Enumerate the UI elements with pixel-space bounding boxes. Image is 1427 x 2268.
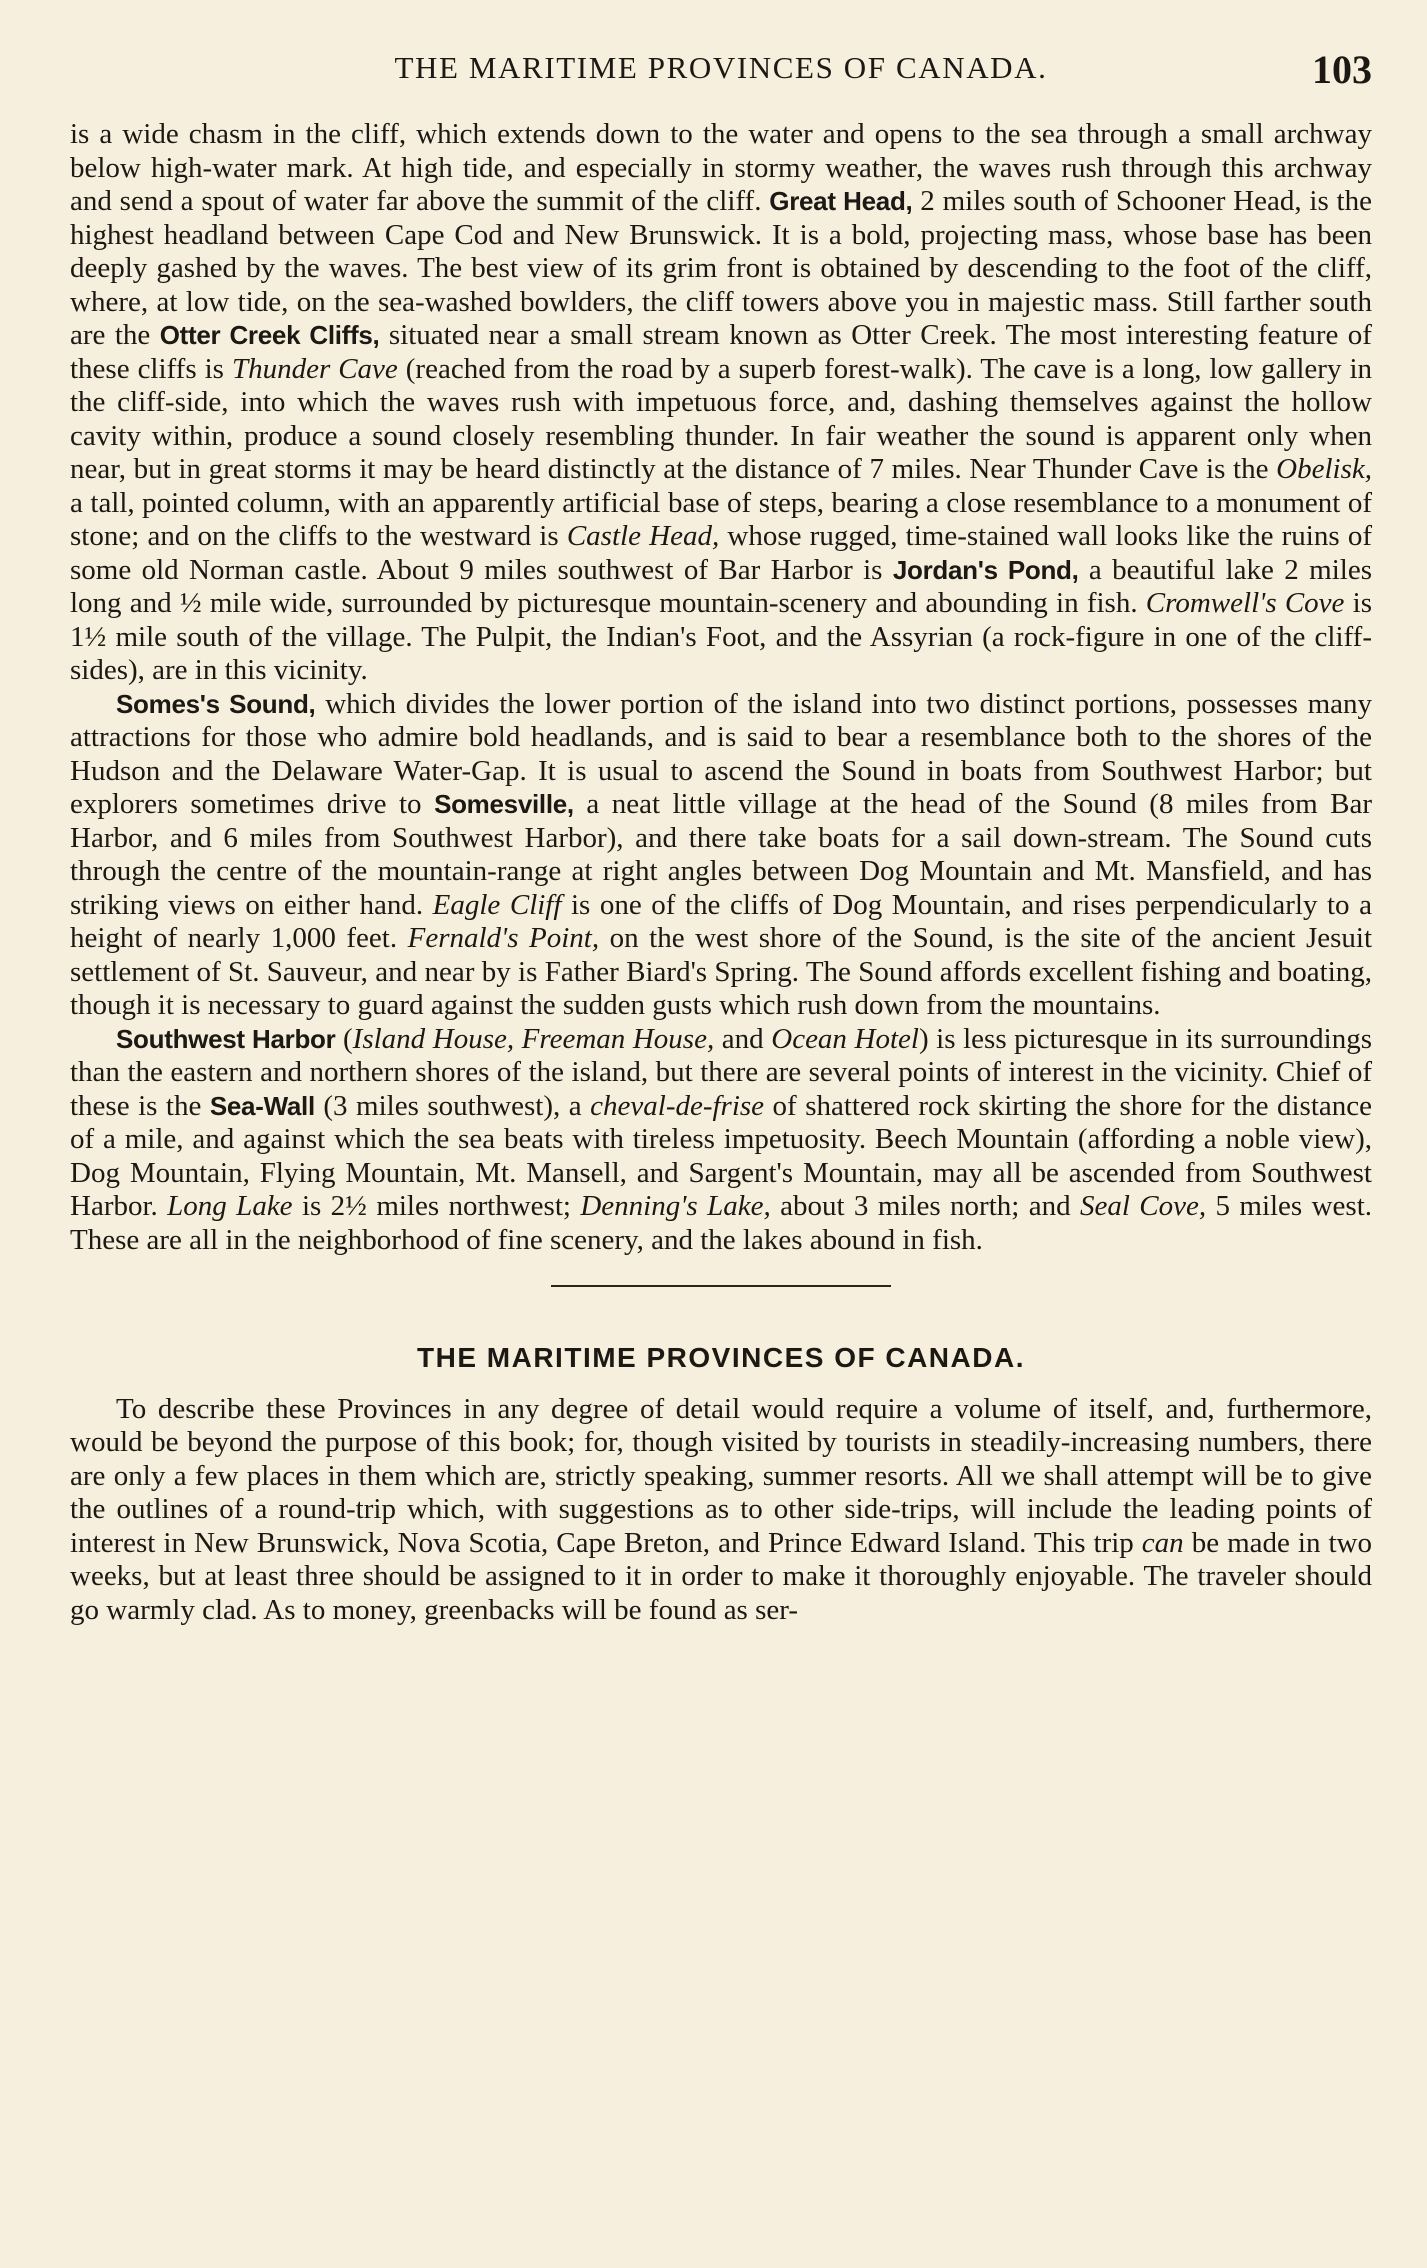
hotel-name-ocean-hotel: Ocean Hotel bbox=[771, 1022, 919, 1055]
section-heading: THE MARITIME PROVINCES OF CANADA. bbox=[417, 1342, 1025, 1373]
paragraph-somes-sound bbox=[70, 688, 1372, 1023]
place-name-eagle-cliff: Eagle Cliff bbox=[432, 888, 562, 921]
text-run: be made in two weeks, but at least three should be assigned to it in order to make it thoroughly enjoyable. The traveler should go warmly clad. As to money, greenbacks will be found as ser- bbox=[70, 1526, 1372, 1626]
emphasis-can: can bbox=[1141, 1526, 1184, 1559]
text-run: situated near a small stream known as Otter Creek. The most interesting feature of these cliffs is bbox=[70, 319, 1372, 385]
text-run: 2 miles south of Schooner Head, is the highest headland between Cape Cod and New Brunswick. It is a bold, projecting mass, whose base has been deeply gashed by the waves. The best view of its grim front is obtained by descending to the foot of the cliff, where, at low tide, on the sea-washed bowlders, the cliff towers above you in majestic mass. Still farther south are the bbox=[70, 185, 1372, 351]
text-run: on the west shore of the Sound, is the site of the ancient Jesuit settlement of St. Sauveur, and near by is Father Biard's Spring. The Sound affords excellent fishing and boating, though it is necessary to guard against the sudden gusts which rush down from the mountains. bbox=[70, 922, 1373, 1021]
text-run: whose rugged, time-stained wall looks like the ruins of some old Norman castle. About 9 miles southwest of Bar Harbor is bbox=[70, 520, 1372, 586]
text-run: a tall, pointed column, with an apparently artificial base of steps, bearing a close resemblance to a monument of stone; and on the cliffs to the westward is bbox=[70, 486, 1372, 552]
place-name-fernalds-point: Fernald's Point, bbox=[407, 922, 600, 954]
place-name-castle-head: Castle Head, bbox=[566, 520, 720, 552]
text-run: a neat little village at the head of the Sound (8 miles from Bar Harbor, and 6 miles from Southwest Harbor), and there take boats for a sail down-stream. The Sound cuts through the centre of the mountain-range at right angles between Dog Mountain and Mt. Mansfield, and has striking views on either hand. bbox=[70, 788, 1372, 921]
place-name-otter-creek-cliffs: Otter Creek Cliffs, bbox=[159, 320, 380, 350]
text-run: which divides the lower portion of the island into two distinct portions, possesses many attractions for those who admire bold headlands, and is said to bear a resemblance both to the shores of the Hudson and the Delaware Water-Gap. It is usual to ascend the Sound in boats from Southwest Harbor; but explorers sometimes drive to bbox=[70, 687, 1372, 820]
text-run: (3 miles southwest), a bbox=[314, 1089, 591, 1122]
running-title: THE MARITIME PROVINCES OF CANADA. bbox=[394, 50, 1048, 85]
text-run: ( bbox=[335, 1022, 353, 1055]
paragraph-southwest-harbor bbox=[70, 1023, 1372, 1258]
term-cheval-de-frise: cheval-de-frise bbox=[590, 1089, 765, 1122]
place-name-somesville: Somesville, bbox=[434, 789, 574, 819]
place-name-thunder-cave: Thunder Cave bbox=[231, 352, 398, 385]
text-run: To describe these Provinces in any degree of detail would require a volume of itself, and, furthermore, would be beyond the purpose of this book; for, though visited by tourists in steadily-increasing numbers, there are only a few places in them which are, strictly speaking, summer resorts. All we shall attempt will be to give the outlines of a round-trip which, with suggestions as to other side-trips, will include the leading points of interest in New Brunswick, Nova Scotia, Cape Breton, and Prince Edward Island. This trip bbox=[70, 1392, 1372, 1559]
place-name-dennings-lake: Denning's Lake, bbox=[580, 1190, 771, 1222]
paragraph-great-head bbox=[70, 118, 1372, 688]
text-run: is 2½ miles northwest; bbox=[292, 1190, 581, 1222]
hotel-names: Island House, Freeman House, bbox=[352, 1022, 715, 1055]
text-run: 5 miles west. These are all in the neighborhood of fine scenery, and the lakes abound in fish. bbox=[70, 1190, 1373, 1256]
running-head bbox=[70, 46, 1372, 96]
text-run: is a wide chasm in the cliff, which extends down to the water and opens to the sea through a small archway below high-water mark. At high tide, and especially in stormy weather, the waves rush through this archway and send a spout of water far above the summit of the cliff. bbox=[70, 118, 1372, 217]
place-name-jordans-pond: Jordan's Pond, bbox=[892, 554, 1079, 585]
place-name-southwest-harbor: Southwest Harbor bbox=[116, 1023, 336, 1054]
text-run: is 1½ mile south of the village. The Pulpit, the Indian's Foot, and the Assyrian (a rock-figure in one of the cliff-sides), are in this vicinity. bbox=[70, 587, 1372, 686]
text-run: is one of the cliffs of Dog Mountain, and rises perpendicularly to a height of nearly 1,000 feet. bbox=[70, 888, 1372, 954]
text-run: and bbox=[714, 1022, 772, 1055]
place-name-somes-sound: Somes's Sound, bbox=[116, 688, 316, 719]
place-name-seal-cove: Seal Cove, bbox=[1079, 1190, 1207, 1222]
page-number: 103 bbox=[1312, 47, 1372, 92]
text-run: ) is less picturesque in its surroundings than the eastern and northern shores of the island, but there are several points of interest in the vicinity. Chief of these is the bbox=[70, 1022, 1372, 1122]
paragraph-maritime-provinces bbox=[70, 1393, 1372, 1628]
text-run: a beautiful lake 2 miles long and ½ mile wide, surrounded by picturesque mountain-scenery and abounding in fish. bbox=[70, 553, 1373, 619]
place-name-great-head: Great Head, bbox=[769, 186, 913, 216]
section-divider bbox=[551, 1285, 891, 1287]
place-name-sea-wall: Sea-Wall bbox=[209, 1090, 315, 1121]
text-run: about 3 miles north; and bbox=[770, 1190, 1080, 1222]
place-name-obelisk: Obelisk, bbox=[1276, 453, 1372, 485]
text-run: (reached from the road by a superb forest-walk). The cave is a long, low gallery in the cliff-side, into which the waves rush with impetuous force, and, dashing themselves against the hollow cavity within, produce a sound closely resembling thunder. In fair weather the sound is apparent only when near, but in great storms it may be heard distinctly at the distance of 7 miles. Near Thunder Cave is the bbox=[70, 352, 1372, 485]
place-name-cromwells-cove: Cromwell's Cove bbox=[1145, 587, 1345, 619]
text-run: of shattered rock skirting the shore for the distance of a mile, and against which the sea beats with tireless impetuosity. Beech Mountain (affording a noble view), Dog Mountain, Flying Mountain, Mt. Mansell, and Sargent's Mountain, may all be ascended from Southwest Harbor. bbox=[70, 1089, 1373, 1222]
place-name-long-lake: Long Lake bbox=[167, 1190, 293, 1222]
body-text bbox=[70, 118, 1372, 1627]
